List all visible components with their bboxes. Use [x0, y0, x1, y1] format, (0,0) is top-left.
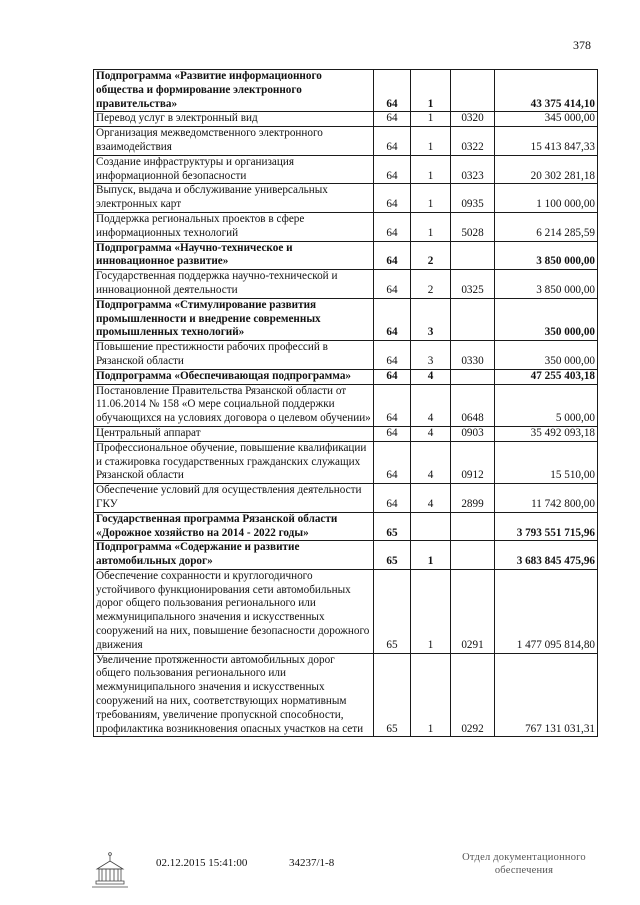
row-name-cell: Организация межведомственного электронного взаимодействия [94, 127, 374, 156]
row-direction-code-cell: 0320 [451, 112, 495, 127]
budget-table-body [94, 70, 598, 737]
table-row [94, 184, 598, 213]
row-direction-code-cell [451, 512, 495, 541]
row-name-cell: Перевод услуг в электронный вид [94, 112, 374, 127]
row-name-cell: Государственная программа Рязанской области «Дорожное хозяйство на 2014 - 2022 годы» [94, 512, 374, 541]
row-amount-cell: 350 000,00 [495, 341, 598, 370]
row-subprogram-code-cell: 4 [411, 426, 451, 441]
table-row [94, 441, 598, 483]
row-subprogram-code-cell: 3 [411, 341, 451, 370]
row-name-cell: Обеспечение условий для осуществления деятельности ГКУ [94, 484, 374, 513]
row-direction-code-cell: 2899 [451, 484, 495, 513]
row-direction-code-cell [451, 369, 495, 384]
row-subprogram-code-cell: 4 [411, 441, 451, 483]
table-row [94, 155, 598, 184]
row-name-cell: Увеличение протяженности автомобильных дорог общего пользования регионального или межмуниципального значения и искусственных сооружений на них, соответствующих нормативным требованиям, увеличение пропускной способности, профилактика возникновения опасных участков на сети [94, 653, 374, 737]
row-amount-cell: 3 793 551 715,96 [495, 512, 598, 541]
row-direction-code-cell: 0322 [451, 127, 495, 156]
row-name-cell: Подпрограмма «Стимулирование развития промышленности и внедрение современных промышленных технологий» [94, 298, 374, 340]
row-program-code-cell: 64 [374, 241, 411, 270]
row-name-cell: Подпрограмма «Развитие информационного общества и формирование электронного правительства» [94, 70, 374, 112]
row-amount-cell: 6 214 285,59 [495, 212, 598, 241]
row-subprogram-code-cell: 1 [411, 541, 451, 570]
program-row [94, 298, 598, 340]
row-program-code-cell: 64 [374, 369, 411, 384]
row-program-code-cell: 64 [374, 270, 411, 299]
row-subprogram-code-cell: 1 [411, 127, 451, 156]
row-subprogram-code-cell: 1 [411, 653, 451, 737]
row-program-code-cell: 64 [374, 484, 411, 513]
row-subprogram-code-cell: 3 [411, 298, 451, 340]
footer-datetime: 02.12.2015 15:41:00 [156, 857, 248, 869]
row-amount-cell: 3 850 000,00 [495, 270, 598, 299]
table-row [94, 653, 598, 737]
program-row [94, 512, 598, 541]
row-amount-cell: 11 742 800,00 [495, 484, 598, 513]
row-program-code-cell: 64 [374, 184, 411, 213]
row-subprogram-code-cell: 1 [411, 569, 451, 653]
table-row [94, 127, 598, 156]
program-row [94, 70, 598, 112]
row-program-code-cell: 64 [374, 341, 411, 370]
row-amount-cell: 15 413 847,33 [495, 127, 598, 156]
row-direction-code-cell: 0323 [451, 155, 495, 184]
row-program-code-cell: 64 [374, 112, 411, 127]
row-name-cell: Государственная поддержка научно-технической и инновационной деятельности [94, 270, 374, 299]
row-amount-cell: 350 000,00 [495, 298, 598, 340]
row-direction-code-cell: 0912 [451, 441, 495, 483]
row-program-code-cell: 64 [374, 384, 411, 426]
row-direction-code-cell: 0935 [451, 184, 495, 213]
row-program-code-cell: 65 [374, 541, 411, 570]
row-program-code-cell: 64 [374, 426, 411, 441]
row-direction-code-cell: 0648 [451, 384, 495, 426]
row-direction-code-cell: 0325 [451, 270, 495, 299]
row-subprogram-code-cell: 1 [411, 112, 451, 127]
row-program-code-cell: 64 [374, 441, 411, 483]
row-amount-cell: 3 683 845 475,96 [495, 541, 598, 570]
row-direction-code-cell [451, 298, 495, 340]
row-name-cell: Центральный аппарат [94, 426, 374, 441]
row-name-cell: Подпрограмма «Обеспечивающая подпрограмма» [94, 369, 374, 384]
row-direction-code-cell: 0330 [451, 341, 495, 370]
table-row [94, 212, 598, 241]
program-row [94, 369, 598, 384]
row-subprogram-code-cell: 1 [411, 155, 451, 184]
budget-table [93, 69, 598, 737]
row-amount-cell: 35 492 093,18 [495, 426, 598, 441]
row-name-cell: Профессиональное обучение, повышение квалификации и стажировка государственных гражданских служащих Рязанской области [94, 441, 374, 483]
row-program-code-cell: 64 [374, 127, 411, 156]
row-amount-cell: 1 100 000,00 [495, 184, 598, 213]
table-row [94, 384, 598, 426]
row-program-code-cell: 64 [374, 298, 411, 340]
row-amount-cell: 1 477 095 814,80 [495, 569, 598, 653]
program-row [94, 241, 598, 270]
row-direction-code-cell [451, 241, 495, 270]
table-row [94, 426, 598, 441]
row-name-cell: Постановление Правительства Рязанской области от 11.06.2014 № 158 «О мере социальной поддержки обучающихся на условиях договора о целевом обучении» [94, 384, 374, 426]
row-name-cell: Создание инфраструктуры и организация информационной безопасности [94, 155, 374, 184]
row-subprogram-code-cell: 1 [411, 212, 451, 241]
program-row [94, 541, 598, 570]
row-subprogram-code-cell: 2 [411, 241, 451, 270]
row-amount-cell: 3 850 000,00 [495, 241, 598, 270]
row-subprogram-code-cell [411, 512, 451, 541]
row-subprogram-code-cell: 4 [411, 484, 451, 513]
footer-doc-number: 34237/1-8 [289, 857, 335, 869]
row-direction-code-cell: 0292 [451, 653, 495, 737]
row-subprogram-code-cell: 4 [411, 369, 451, 384]
table-row [94, 569, 598, 653]
row-subprogram-code-cell: 1 [411, 70, 451, 112]
row-program-code-cell: 65 [374, 512, 411, 541]
table-row [94, 341, 598, 370]
page-number: 378 [573, 38, 591, 52]
row-amount-cell: 767 131 031,31 [495, 653, 598, 737]
row-amount-cell: 47 255 403,18 [495, 369, 598, 384]
row-name-cell: Подпрограмма «Содержание и развитие автомобильных дорог» [94, 541, 374, 570]
row-direction-code-cell: 5028 [451, 212, 495, 241]
footer-department-stamp: Отдел документационного обеспечения [462, 852, 586, 876]
row-amount-cell: 20 302 281,18 [495, 155, 598, 184]
row-program-code-cell: 65 [374, 653, 411, 737]
row-amount-cell: 43 375 414,10 [495, 70, 598, 112]
row-direction-code-cell: 0903 [451, 426, 495, 441]
table-row [94, 112, 598, 127]
row-name-cell: Поддержка региональных проектов в сфере информационных технологий [94, 212, 374, 241]
row-subprogram-code-cell: 4 [411, 384, 451, 426]
row-subprogram-code-cell: 2 [411, 270, 451, 299]
row-name-cell: Выпуск, выдача и обслуживание универсальных электронных карт [94, 184, 374, 213]
row-program-code-cell: 64 [374, 70, 411, 112]
row-program-code-cell: 64 [374, 155, 411, 184]
row-amount-cell: 345 000,00 [495, 112, 598, 127]
row-direction-code-cell [451, 70, 495, 112]
table-row [94, 484, 598, 513]
row-name-cell: Обеспечение сохранности и круглогодичного устойчивого функционирования сети автомобильных дорог общего пользования регионального или межмуниципального значения и искусственных сооружений на них, повышение безопасности дорожного движения [94, 569, 374, 653]
row-direction-code-cell: 0291 [451, 569, 495, 653]
row-name-cell: Повышение престижности рабочих профессий в Рязанской области [94, 341, 374, 370]
row-subprogram-code-cell: 1 [411, 184, 451, 213]
duma-emblem-icon [88, 851, 132, 889]
row-direction-code-cell [451, 541, 495, 570]
row-amount-cell: 5 000,00 [495, 384, 598, 426]
row-program-code-cell: 64 [374, 212, 411, 241]
table-row [94, 270, 598, 299]
row-amount-cell: 15 510,00 [495, 441, 598, 483]
row-program-code-cell: 65 [374, 569, 411, 653]
row-name-cell: Подпрограмма «Научно-техническое и инновационное развитие» [94, 241, 374, 270]
